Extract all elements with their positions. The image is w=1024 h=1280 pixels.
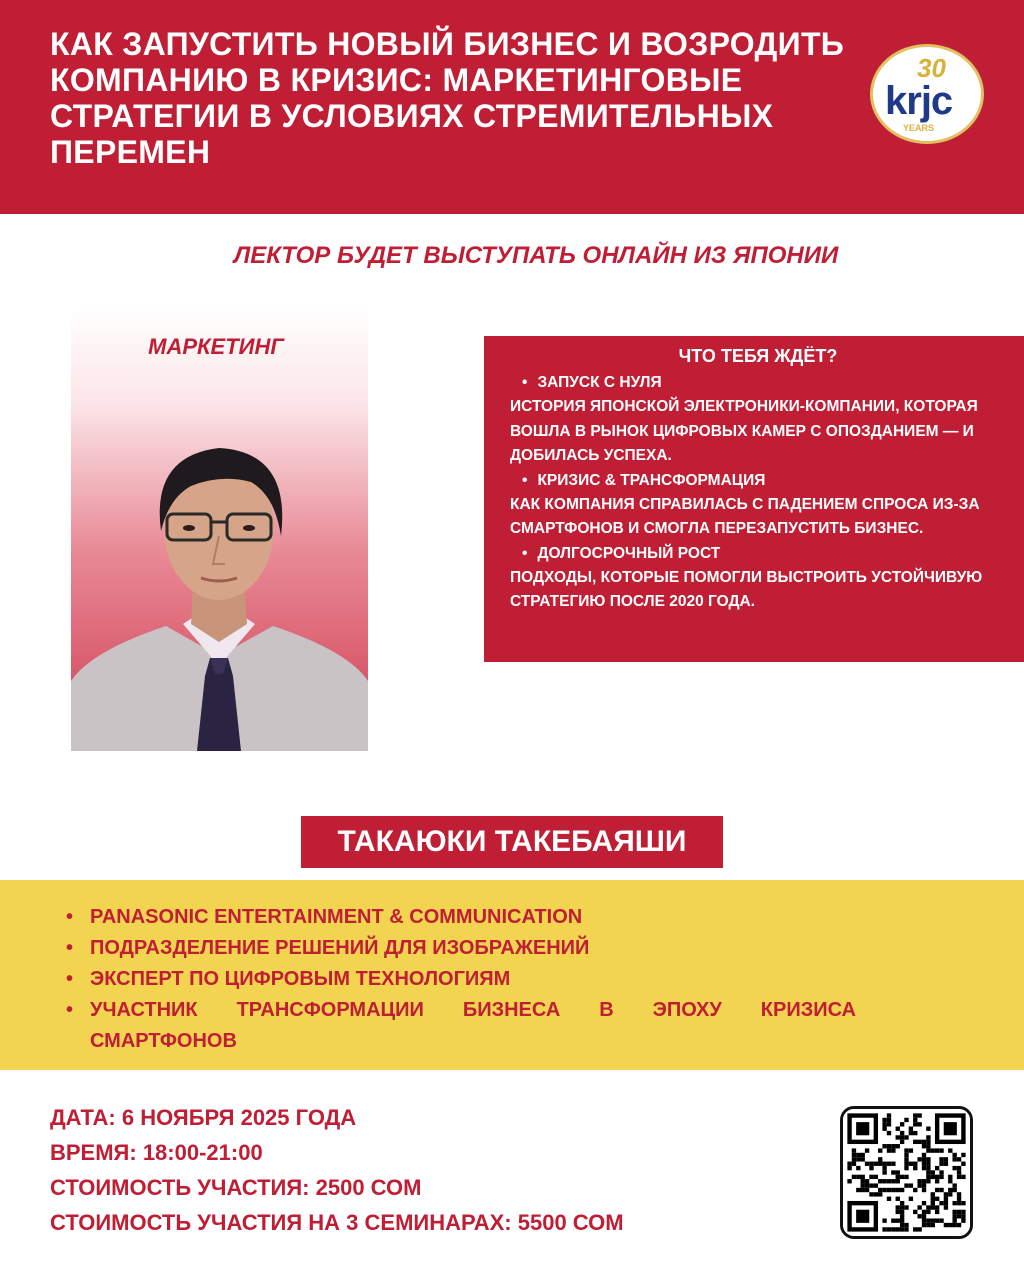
credential-item: • ЭКСПЕРТ ПО ЦИФРОВЫМ ТЕХНОЛОГИЯМ: [66, 964, 856, 995]
event-details: [50, 1100, 624, 1240]
page-title: КАК ЗАПУСТИТЬ НОВЫЙ БИЗНЕС И ВОЗРОДИТЬ КОМПАНИЮ В КРИЗИС: МАРКЕТИНГОВЫЕ СТРАТЕГИИ В УСЛОВИЯХ СТРЕМИТЕЛЬНЫХ ПЕРЕМЕН: [50, 26, 845, 170]
qr-code-icon[interactable]: [840, 1106, 973, 1239]
online-notice: ЛЕКТОР БУДЕТ ВЫСТУПАТЬ ОНЛАЙН ИЗ ЯПОНИИ: [233, 242, 839, 269]
event-time: ВРЕМЯ: 18:00-21:00: [50, 1140, 263, 1165]
speaker-name: ТАКАЮКИ ТАКЕБАЯШИ: [301, 816, 723, 868]
speaker-credentials-band: [0, 880, 1024, 1070]
credential-item: • ПОДРАЗДЕЛЕНИЕ РЕШЕНИЙ ДЛЯ ИЗОБРАЖЕНИЙ: [66, 933, 856, 964]
what-awaits-panel: [484, 336, 1024, 662]
what-awaits-heading: ЧТО ТЕБЯ ЖДЁТ?: [678, 346, 838, 366]
info-item-title: • КРИЗИС & ТРАНСФОРМАЦИЯ: [510, 469, 1006, 493]
info-item-title: • ЗАПУСК С НУЛЯ: [510, 371, 1006, 395]
speaker-portrait: [71, 426, 368, 751]
event-price: СТОИМОСТЬ УЧАСТИЯ: 2500 СОМ: [50, 1175, 422, 1200]
krjc-logo: [870, 44, 984, 144]
info-item-title: • ДОЛГОСРОЧНЫЙ РОСТ: [510, 542, 1006, 566]
info-item-text: КАК КОМПАНИЯ СПРАВИЛАСЬ С ПАДЕНИЕМ СПРОСА ИЗ-ЗА СМАРТФОНОВ И СМОГЛА ПЕРЕЗАПУСТИТЬ БИЗНЕС.: [510, 495, 980, 537]
info-item-text: ИСТОРИЯ ЯПОНСКОЙ ЭЛЕКТРОНИКИ-КОМПАНИИ, КОТОРАЯ ВОШЛА В РЫНОК ЦИФРОВЫХ КАМЕР С ОПОЗДАНИЕМ — И ДОБИЛАСЬ УСПЕХА.: [510, 398, 978, 464]
credential-item: • PANASONIC ENTERTAINMENT & COMMUNICATION: [66, 902, 856, 933]
header-banner: [0, 0, 1024, 214]
credential-item: • УЧАСТНИК ТРАНСФОРМАЦИИ БИЗНЕСА В ЭПОХУ КРИЗИСА СМАРТФОНОВ: [66, 995, 856, 1057]
event-date: ДАТА: 6 НОЯБРЯ 2025 ГОДА: [50, 1105, 357, 1130]
logo-anniversary-number: 30: [917, 53, 946, 83]
logo-wordmark: krjc: [885, 79, 953, 123]
event-bundle-price: СТОИМОСТЬ УЧАСТИЯ НА 3 СЕМИНАРАХ: 5500 СОМ: [50, 1210, 624, 1235]
credentials-list: [66, 902, 856, 1057]
speaker-photo-card: [71, 306, 368, 751]
topic-label: МАРКЕТИНГ: [148, 334, 284, 359]
info-item-text: ПОДХОДЫ, КОТОРЫЕ ПОМОГЛИ ВЫСТРОИТЬ УСТОЙЧИВУЮ СТРАТЕГИЮ ПОСЛЕ 2020 ГОДА.: [510, 568, 983, 610]
qr-code-graphic: [843, 1109, 970, 1236]
logo-years: YEARS: [903, 123, 935, 133]
